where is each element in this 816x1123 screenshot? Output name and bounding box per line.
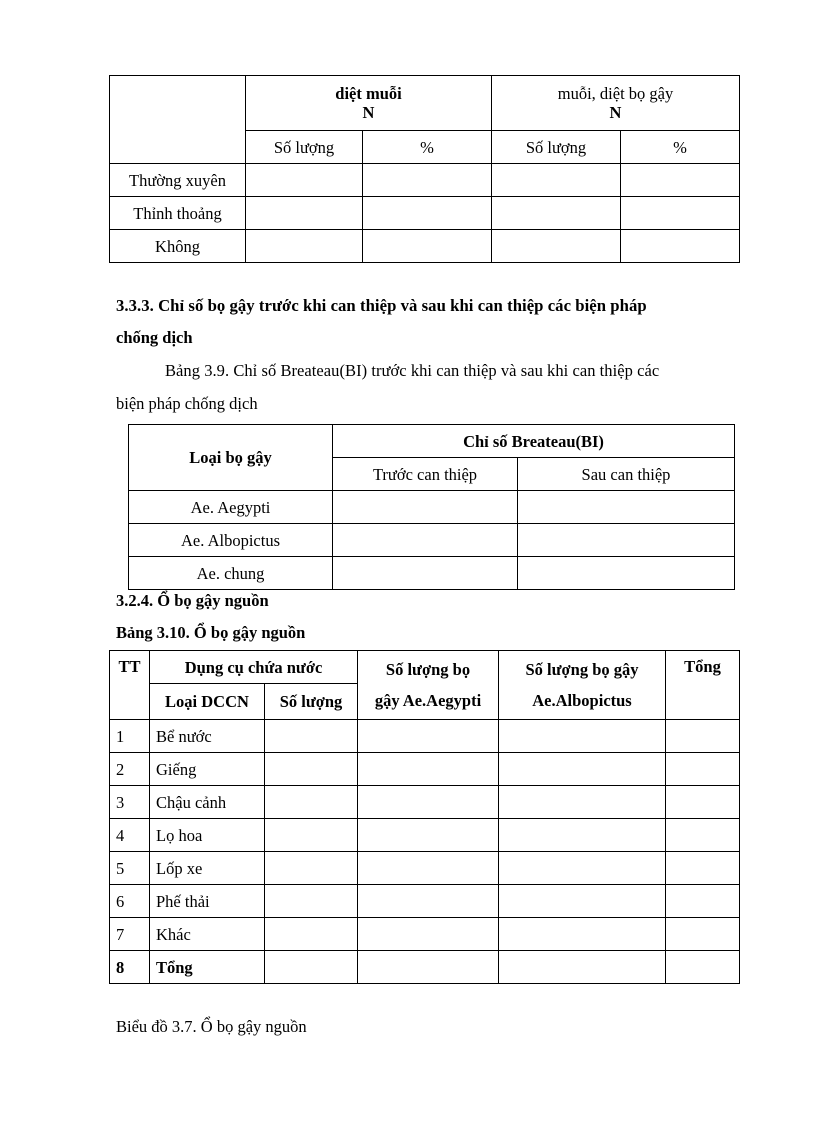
table1-subheader: % [363, 131, 492, 164]
table1-row-label: Thường xuyên [110, 164, 246, 197]
table3-row-name: Phế thải [150, 885, 265, 918]
table3-row-tt: 8 [110, 951, 150, 984]
table3-row-name: Chậu cảnh [150, 786, 265, 819]
table-row [110, 230, 740, 263]
table-row [129, 524, 735, 557]
chart-37-caption: Biểu đồ 3.7. Ổ bọ gậy nguồn [116, 1017, 307, 1036]
table-row [110, 786, 740, 819]
table3-header-aegypti-line1: Số lượng bọ [385, 660, 471, 679]
table-row [110, 885, 740, 918]
table1-header-group-1-line1: diệt muỗi [335, 84, 402, 103]
table2-subheader-before: Trước can thiệp [333, 458, 518, 491]
table-row [110, 164, 740, 197]
table-row [110, 753, 740, 786]
table-row [129, 557, 735, 590]
table3-header-total: Tổng [666, 651, 740, 720]
table3-row-tt: 1 [110, 720, 150, 753]
table-39-caption-line1: Bảng 3.9. Chỉ số Breateau(BI) trước khi can thiệp và sau khi can thiệp các [165, 361, 660, 380]
table-row [129, 491, 735, 524]
table3-header-albopictus-line2: Ae.Albopictus [532, 691, 632, 710]
table3-header-type: Loại DCCN [150, 684, 265, 720]
table3-row-tt: 5 [110, 852, 150, 885]
table1-row-label: Không [110, 230, 246, 263]
table3-row-name: Lọ hoa [150, 819, 265, 852]
table3-row-name: Tổng [150, 951, 265, 984]
table-row [110, 197, 740, 230]
table1-subheader: % [621, 131, 740, 164]
table1-subheader: Số lượng [492, 131, 621, 164]
table1-header-group-1-line2: N [362, 103, 375, 122]
table3-header-tt: TT [110, 651, 150, 720]
table-row [110, 852, 740, 885]
table3-row-name: Khác [150, 918, 265, 951]
table2-header-breteau: Chỉ số Breateau(BI) [333, 425, 735, 458]
section-324-heading: 3.2.4. Ổ bọ gậy nguồn [116, 591, 269, 610]
table-39-caption-line2: biện pháp chống dịch [116, 394, 258, 413]
table-larval-source [109, 650, 740, 984]
table1-header-group-2-line2: N [609, 103, 622, 122]
table1-header-group-1 [246, 76, 492, 131]
table3-header-albopictus-line1: Số lượng bọ gậy [525, 660, 639, 679]
table-row [110, 918, 740, 951]
table-row [110, 819, 740, 852]
table2-row-label: Ae. Albopictus [129, 524, 333, 557]
table1-subheader: Số lượng [246, 131, 363, 164]
table1-row-label: Thỉnh thoảng [110, 197, 246, 230]
table2-row-label: Ae. Aegypti [129, 491, 333, 524]
table1-header-group-2 [492, 76, 740, 131]
table2-subheader-after: Sau can thiệp [518, 458, 735, 491]
table3-row-tt: 7 [110, 918, 150, 951]
table3-row-tt: 6 [110, 885, 150, 918]
table1-corner-cell [110, 76, 246, 164]
table3-row-tt: 2 [110, 753, 150, 786]
section-333-heading-line1: 3.3.3. Chỉ số bọ gậy trước khi can thiệp và sau khi can thiệp các biện pháp [116, 296, 647, 315]
table3-row-name: Bể nước [150, 720, 265, 753]
table3-header-count: Số lượng [265, 684, 358, 720]
table2-header-larva-type: Loại bọ gậy [129, 425, 333, 491]
table3-header-container: Dụng cụ chứa nước [150, 651, 358, 684]
table-mosquito-frequency [109, 75, 740, 263]
table3-row-name: Lốp xe [150, 852, 265, 885]
table-row [110, 720, 740, 753]
table2-row-label: Ae. chung [129, 557, 333, 590]
table-row [110, 951, 740, 984]
section-333-heading-line2: chống dịch [116, 328, 193, 347]
table3-row-tt: 3 [110, 786, 150, 819]
table3-row-name: Giếng [150, 753, 265, 786]
table3-header-albopictus [499, 651, 666, 720]
table-breteau-index [128, 424, 735, 590]
table-310-caption: Bảng 3.10. Ổ bọ gậy nguồn [116, 623, 306, 642]
table1-header-group-2-line1: muỗi, diệt bọ gậy [557, 84, 674, 103]
table3-header-aegypti-line2: gậy Ae.Aegypti [374, 691, 482, 710]
table3-header-aegypti [358, 651, 499, 720]
table3-row-tt: 4 [110, 819, 150, 852]
